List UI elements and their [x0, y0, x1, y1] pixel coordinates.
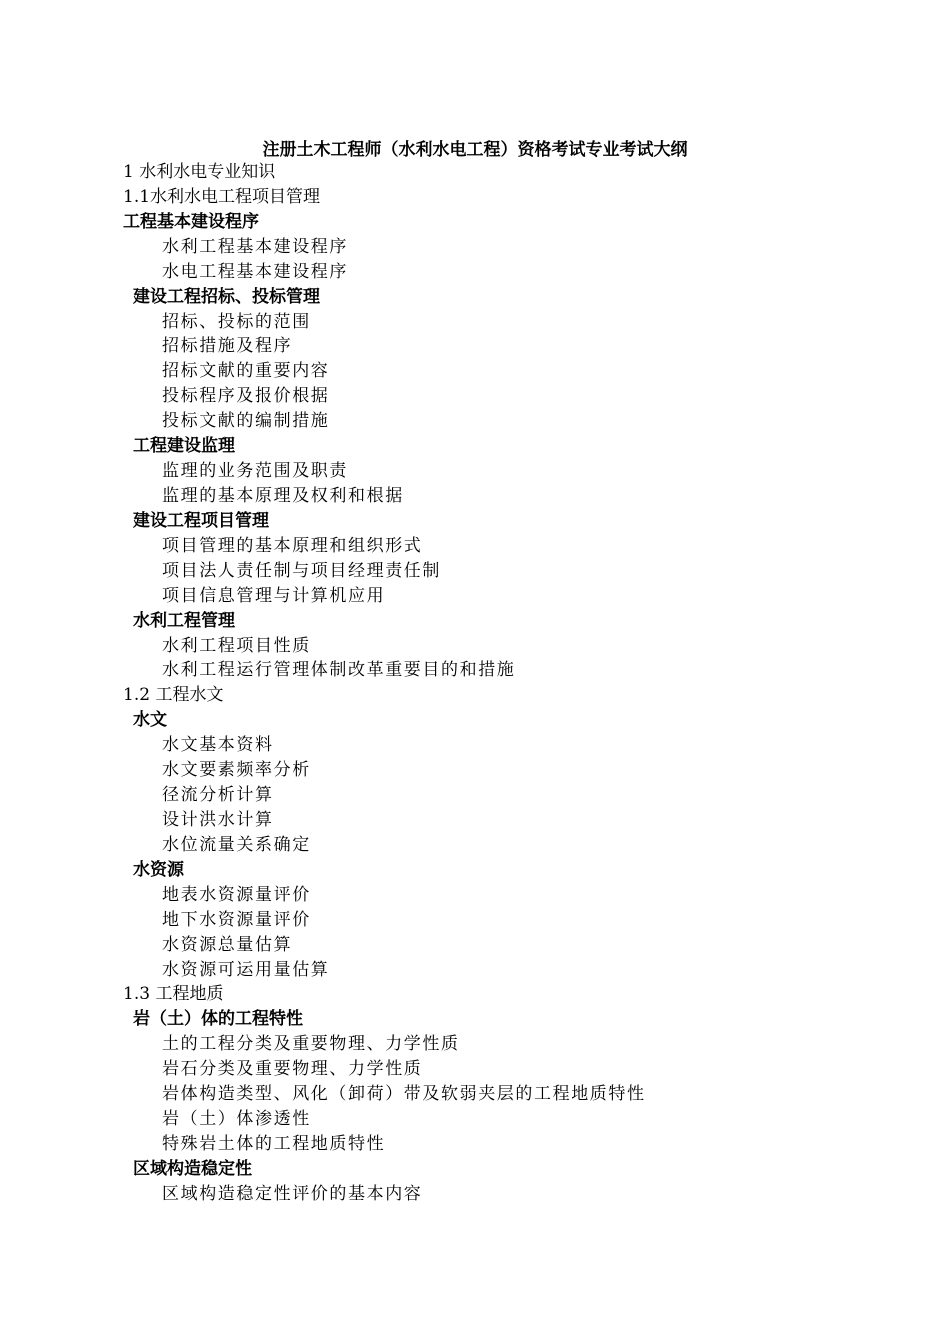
outline-line: 建设工程项目管理: [133, 510, 269, 531]
outline-line: 招标、投标的范围: [162, 311, 311, 332]
outline-line: 1.1水利水电工程项目管理: [123, 186, 321, 207]
outline-line: 水利工程管理: [133, 610, 235, 631]
outline-line: 区域构造稳定性评价的基本内容: [162, 1183, 423, 1204]
outline-line: 岩（土）体渗透性: [162, 1109, 311, 1130]
outline-line: 1.3 工程地质: [123, 984, 224, 1005]
outline-line: 监理的基本原理及权利和根据: [162, 485, 404, 506]
outline-line: 1.2 工程水文: [123, 685, 224, 706]
outline-line: 项目法人责任制与项目经理责任制: [162, 560, 441, 581]
outline-line: 招标文献的重要内容: [162, 361, 330, 382]
outline-line: 工程基本建设程序: [123, 211, 259, 232]
outline-line: 水文要素频率分析: [162, 760, 311, 781]
outline-line: 项目管理的基本原理和组织形式: [162, 535, 423, 556]
outline-line: 招标措施及程序: [162, 336, 293, 357]
outline-line: 岩石分类及重要物理、力学性质: [162, 1059, 423, 1080]
outline-line: 土的工程分类及重要物理、力学性质: [162, 1034, 460, 1055]
outline-line: 水电工程基本建设程序: [162, 261, 348, 282]
outline-line: 水位流量关系确定: [162, 834, 311, 855]
outline-line: 水利工程运行管理体制改革重要目的和措施: [162, 660, 516, 681]
outline-line: 岩（土）体的工程特性: [133, 1009, 303, 1030]
outline-line: 水利工程项目性质: [162, 635, 311, 656]
outline-line: 岩体构造类型、风化（卸荷）带及软弱夹层的工程地质特性: [162, 1084, 646, 1105]
outline-line: 水资源可运用量估算: [162, 959, 330, 980]
outline-line: 投标文献的编制措施: [162, 411, 330, 432]
outline-line: 特殊岩土体的工程地质特性: [162, 1133, 386, 1154]
outline-line: 径流分析计算: [162, 785, 274, 806]
outline-line: 水资源总量估算: [162, 934, 293, 955]
outline-line: 项目信息管理与计算机应用: [162, 585, 386, 606]
document-title: 注册土木工程师（水利水电工程）资格考试专业考试大纲: [262, 140, 688, 160]
syllabus-outline: [0, 160, 950, 1207]
outline-line: 建设工程招标、投标管理: [133, 286, 320, 307]
outline-line: 区域构造稳定性: [133, 1158, 252, 1179]
outline-line: 工程建设监理: [133, 436, 235, 457]
outline-line: 地下水资源量评价: [162, 909, 311, 930]
outline-line: 监理的业务范围及职责: [162, 461, 348, 482]
outline-line: 1 水利水电专业知识: [123, 162, 276, 182]
outline-line: 水文基本资料: [162, 735, 274, 756]
outline-line: 水资源: [133, 859, 184, 880]
outline-line: 水利工程基本建设程序: [162, 236, 348, 257]
outline-line: 投标程序及报价根据: [162, 386, 330, 407]
outline-line: 水文: [133, 710, 167, 731]
outline-line: 地表水资源量评价: [162, 884, 311, 905]
outline-line: 设计洪水计算: [162, 809, 274, 830]
